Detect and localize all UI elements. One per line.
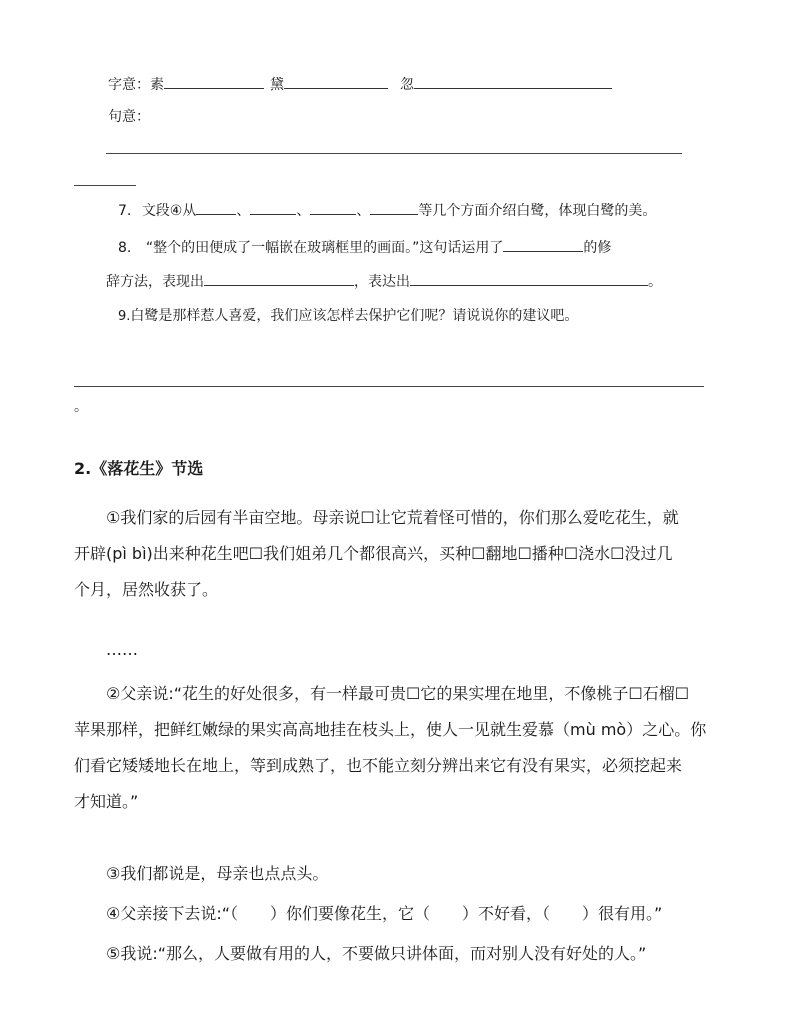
q7-prefix: 文段④从: [141, 203, 197, 219]
q6-zi-1: 素: [150, 77, 164, 93]
q6-zi-3: 忽: [400, 77, 414, 93]
q8-number: 8.: [118, 240, 132, 256]
passage-paragraph-1: [74, 500, 754, 608]
q7-sep-1: 、: [236, 203, 251, 219]
passage-paragraph-5: [74, 936, 754, 972]
q8-line-2: [106, 271, 662, 291]
q8-line1-pre: “整个的田便成了一幅嵌在玻璃框里的画面。”这句话运用了: [145, 240, 504, 256]
q7-blank-3[interactable]: [310, 200, 356, 215]
p4-line: ④父亲接下去说:“（ ）你们要像花生，它（ ）不好看，（ ）很有用。”: [106, 904, 663, 923]
q8-blank-3[interactable]: [410, 271, 648, 286]
q8-blank-2[interactable]: [204, 271, 354, 286]
passage-paragraph-3: [74, 856, 754, 892]
q8-line-1: [118, 237, 611, 257]
q8-blank-1[interactable]: [503, 237, 583, 252]
q6-ju-label: 句意：: [108, 109, 150, 125]
p1-line-3: 个月，居然收获了。: [74, 580, 219, 599]
q6-zi-label: 字意：: [108, 77, 150, 93]
q8-line2-pre: 辞方法，表现出: [106, 274, 204, 290]
q6-zi-2: 黛: [270, 77, 284, 93]
section-2-title: 2.《落花生》节选: [74, 459, 204, 478]
passage-paragraph-4: [74, 896, 754, 932]
q6-blank-3[interactable]: [414, 74, 612, 89]
q9-number: 9.: [118, 309, 131, 324]
q7-row: [118, 200, 656, 220]
passage-paragraph-2: [74, 676, 754, 820]
q7-sep-3: 、: [356, 203, 371, 219]
q7-suffix: 等几个方面介绍白鹭，体现白鹭的美。: [418, 203, 657, 219]
q8-line2-end: 。: [648, 274, 662, 290]
q6-zi-row: [108, 74, 612, 94]
q7-number: 7.: [118, 203, 132, 219]
q9-row: [118, 305, 578, 325]
p2-line-2: 苹果那样，把鲜红嫩绿的果实高高地挂在枝头上，使人一见就生爱慕（mù mò）之心。你: [74, 720, 707, 739]
q6-blank-2[interactable]: [284, 74, 388, 89]
q6-answer-line-2[interactable]: [74, 185, 136, 186]
p2-line-1: ②父亲说:“花生的好处很多，有一样最可贵☐它的果实埋在地里，不像桃子☐石榴☐: [106, 684, 690, 703]
p3-line: ③我们都说是，母亲也点点头。: [106, 864, 329, 883]
q7-blank-2[interactable]: [250, 200, 296, 215]
q9-text: 白鹭是那样惹人喜爱，我们应该怎样去保护它们呢？请说说你的建议吧。: [130, 308, 579, 324]
q8-line1-post: 的修: [583, 240, 612, 256]
passage-ellipsis: ……: [106, 640, 138, 659]
p2-line-3: 们看它矮矮地长在地上，等到成熟了，也不能立刻分辨出来它有没有果实，必须挖起来: [74, 756, 683, 775]
q8-line2-mid: ，表达出: [354, 274, 410, 290]
p1-line-1: ①我们家的后园有半亩空地。母亲说☐让它荒着怪可惜的，你们那么爱吃花生，就: [106, 508, 679, 527]
q6-blank-1[interactable]: [164, 74, 264, 89]
q6-answer-line-1[interactable]: [106, 153, 682, 154]
q7-sep-2: 、: [296, 203, 311, 219]
q7-blank-4[interactable]: [370, 200, 418, 215]
p5-line: ⑤我说:“那么，人要做有用的人，不要做只讲体面，而对别人没有好处的人。”: [106, 944, 647, 963]
q7-blank-1[interactable]: [196, 200, 236, 215]
p1-line-2: 开辟(pì bì)出来种花生吧☐我们姐弟几个都很高兴，买种☐翻地☐播种☐浇水☐没过几: [74, 544, 673, 563]
p2-line-4: 才知道。”: [74, 792, 139, 811]
q9-answer-line[interactable]: [74, 386, 704, 387]
q9-end-mark: 。: [74, 399, 88, 415]
